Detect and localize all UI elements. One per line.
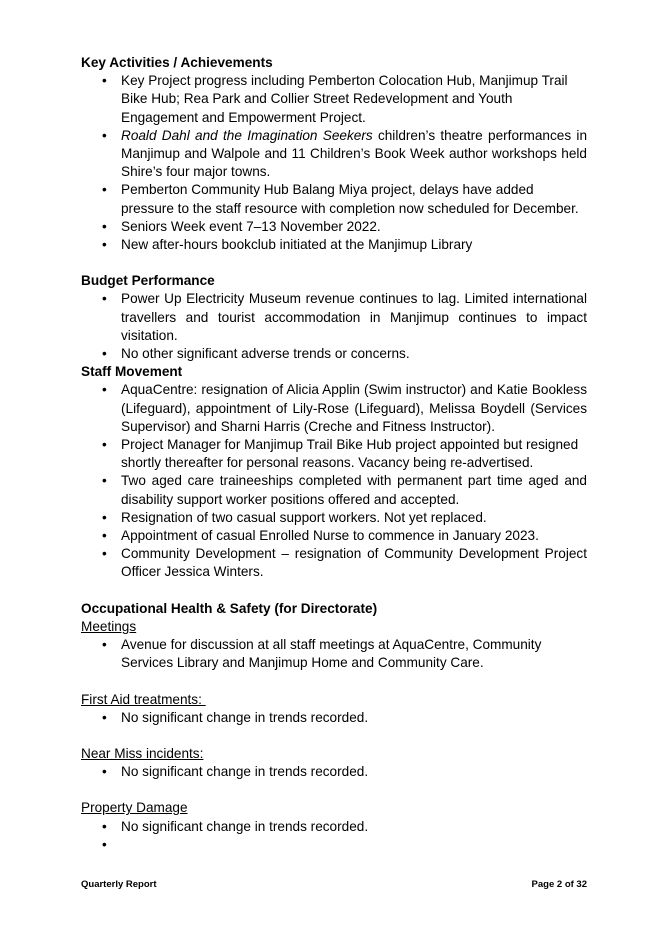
staff-heading: Staff Movement [81, 364, 183, 380]
first-aid-list [81, 709, 587, 727]
meetings-label: Meetings [81, 618, 137, 634]
staff-list [81, 381, 587, 581]
list-item [81, 836, 587, 854]
footer-report-title: Quarterly Report [81, 879, 157, 890]
footer-page-number: Page 2 of 32 [531, 879, 587, 890]
list-item: • Avenue for discussion at all staff meetings at AquaCentre, Community Services Library and Manjimup Home and Community Care. [81, 636, 587, 672]
spacer [81, 582, 587, 600]
list-item: • Key Project progress including Pemberton Colocation Hub, Manjimup Trail Bike Hub; Rea Park and Collier Street Redevelopment and Youth Engagement and Empowerment Project. [81, 72, 587, 127]
meetings-list [81, 636, 587, 672]
spacer [81, 727, 587, 745]
ohs-heading: Occupational Health & Safety (for Directorate) [81, 600, 378, 616]
list-item: • No significant change in trends recorded. [81, 818, 587, 836]
near-miss-label: Near Miss incidents: [81, 745, 204, 761]
budget-list [81, 290, 587, 363]
list-item: • AquaCentre: resignation of Alicia Applin (Swim instructor) and Katie Bookless (Lifeguard), appointment of Lily-Rose (Lifeguard), Melissa Boydell (Services Supervisor) and Sharni Harris (Creche and Fitness Instructor). [81, 381, 587, 436]
spacer [81, 673, 587, 691]
document-content [81, 54, 587, 854]
list-item: • Project Manager for Manjimup Trail Bike Hub project appointed but resigned shortly thereafter for personal reasons. Vacancy being re-advertised. [81, 436, 587, 472]
list-item: • Power Up Electricity Museum revenue continues to lag. Limited international travellers and tourist accommodation in Manjimup continues to impact visitation. [81, 290, 587, 345]
list-item: • No significant change in trends recorded. [81, 709, 587, 727]
key-activities-list [81, 72, 587, 254]
property-damage-list [81, 818, 587, 854]
list-item: • Appointment of casual Enrolled Nurse to commence in January 2023. [81, 527, 587, 545]
list-item: • Pemberton Community Hub Balang Miya project, delays have added pressure to the staff resource with completion now scheduled for December. [81, 181, 587, 217]
budget-heading: Budget Performance [81, 273, 215, 289]
page-footer [81, 876, 587, 894]
list-item: • Roald Dahl and the Imagination Seekers children’s theatre performances in Manjimup and Walpole and 11 Children’s Book Week author workshops held Shire’s four major towns. [81, 127, 587, 182]
list-item: • New after-hours bookclub initiated at the Manjimup Library [81, 236, 587, 254]
list-item: • No significant change in trends recorded. [81, 763, 587, 781]
list-item: • Community Development – resignation of Community Development Project Officer Jessica Winters. [81, 545, 587, 581]
list-item: • Seniors Week event 7–13 November 2022. [81, 218, 587, 236]
spacer [81, 781, 587, 799]
first-aid-label: First Aid treatments: [81, 691, 206, 707]
list-item: • Two aged care traineeships completed with permanent part time aged and disability support worker positions offered and accepted. [81, 472, 587, 508]
spacer [81, 254, 587, 272]
property-damage-label: Property Damage [81, 800, 188, 816]
list-item: • No other significant adverse trends or concerns. [81, 345, 587, 363]
near-miss-list [81, 763, 587, 781]
list-item: • Resignation of two casual support workers. Not yet replaced. [81, 509, 587, 527]
key-activities-heading: Key Activities / Achievements [81, 55, 273, 70]
